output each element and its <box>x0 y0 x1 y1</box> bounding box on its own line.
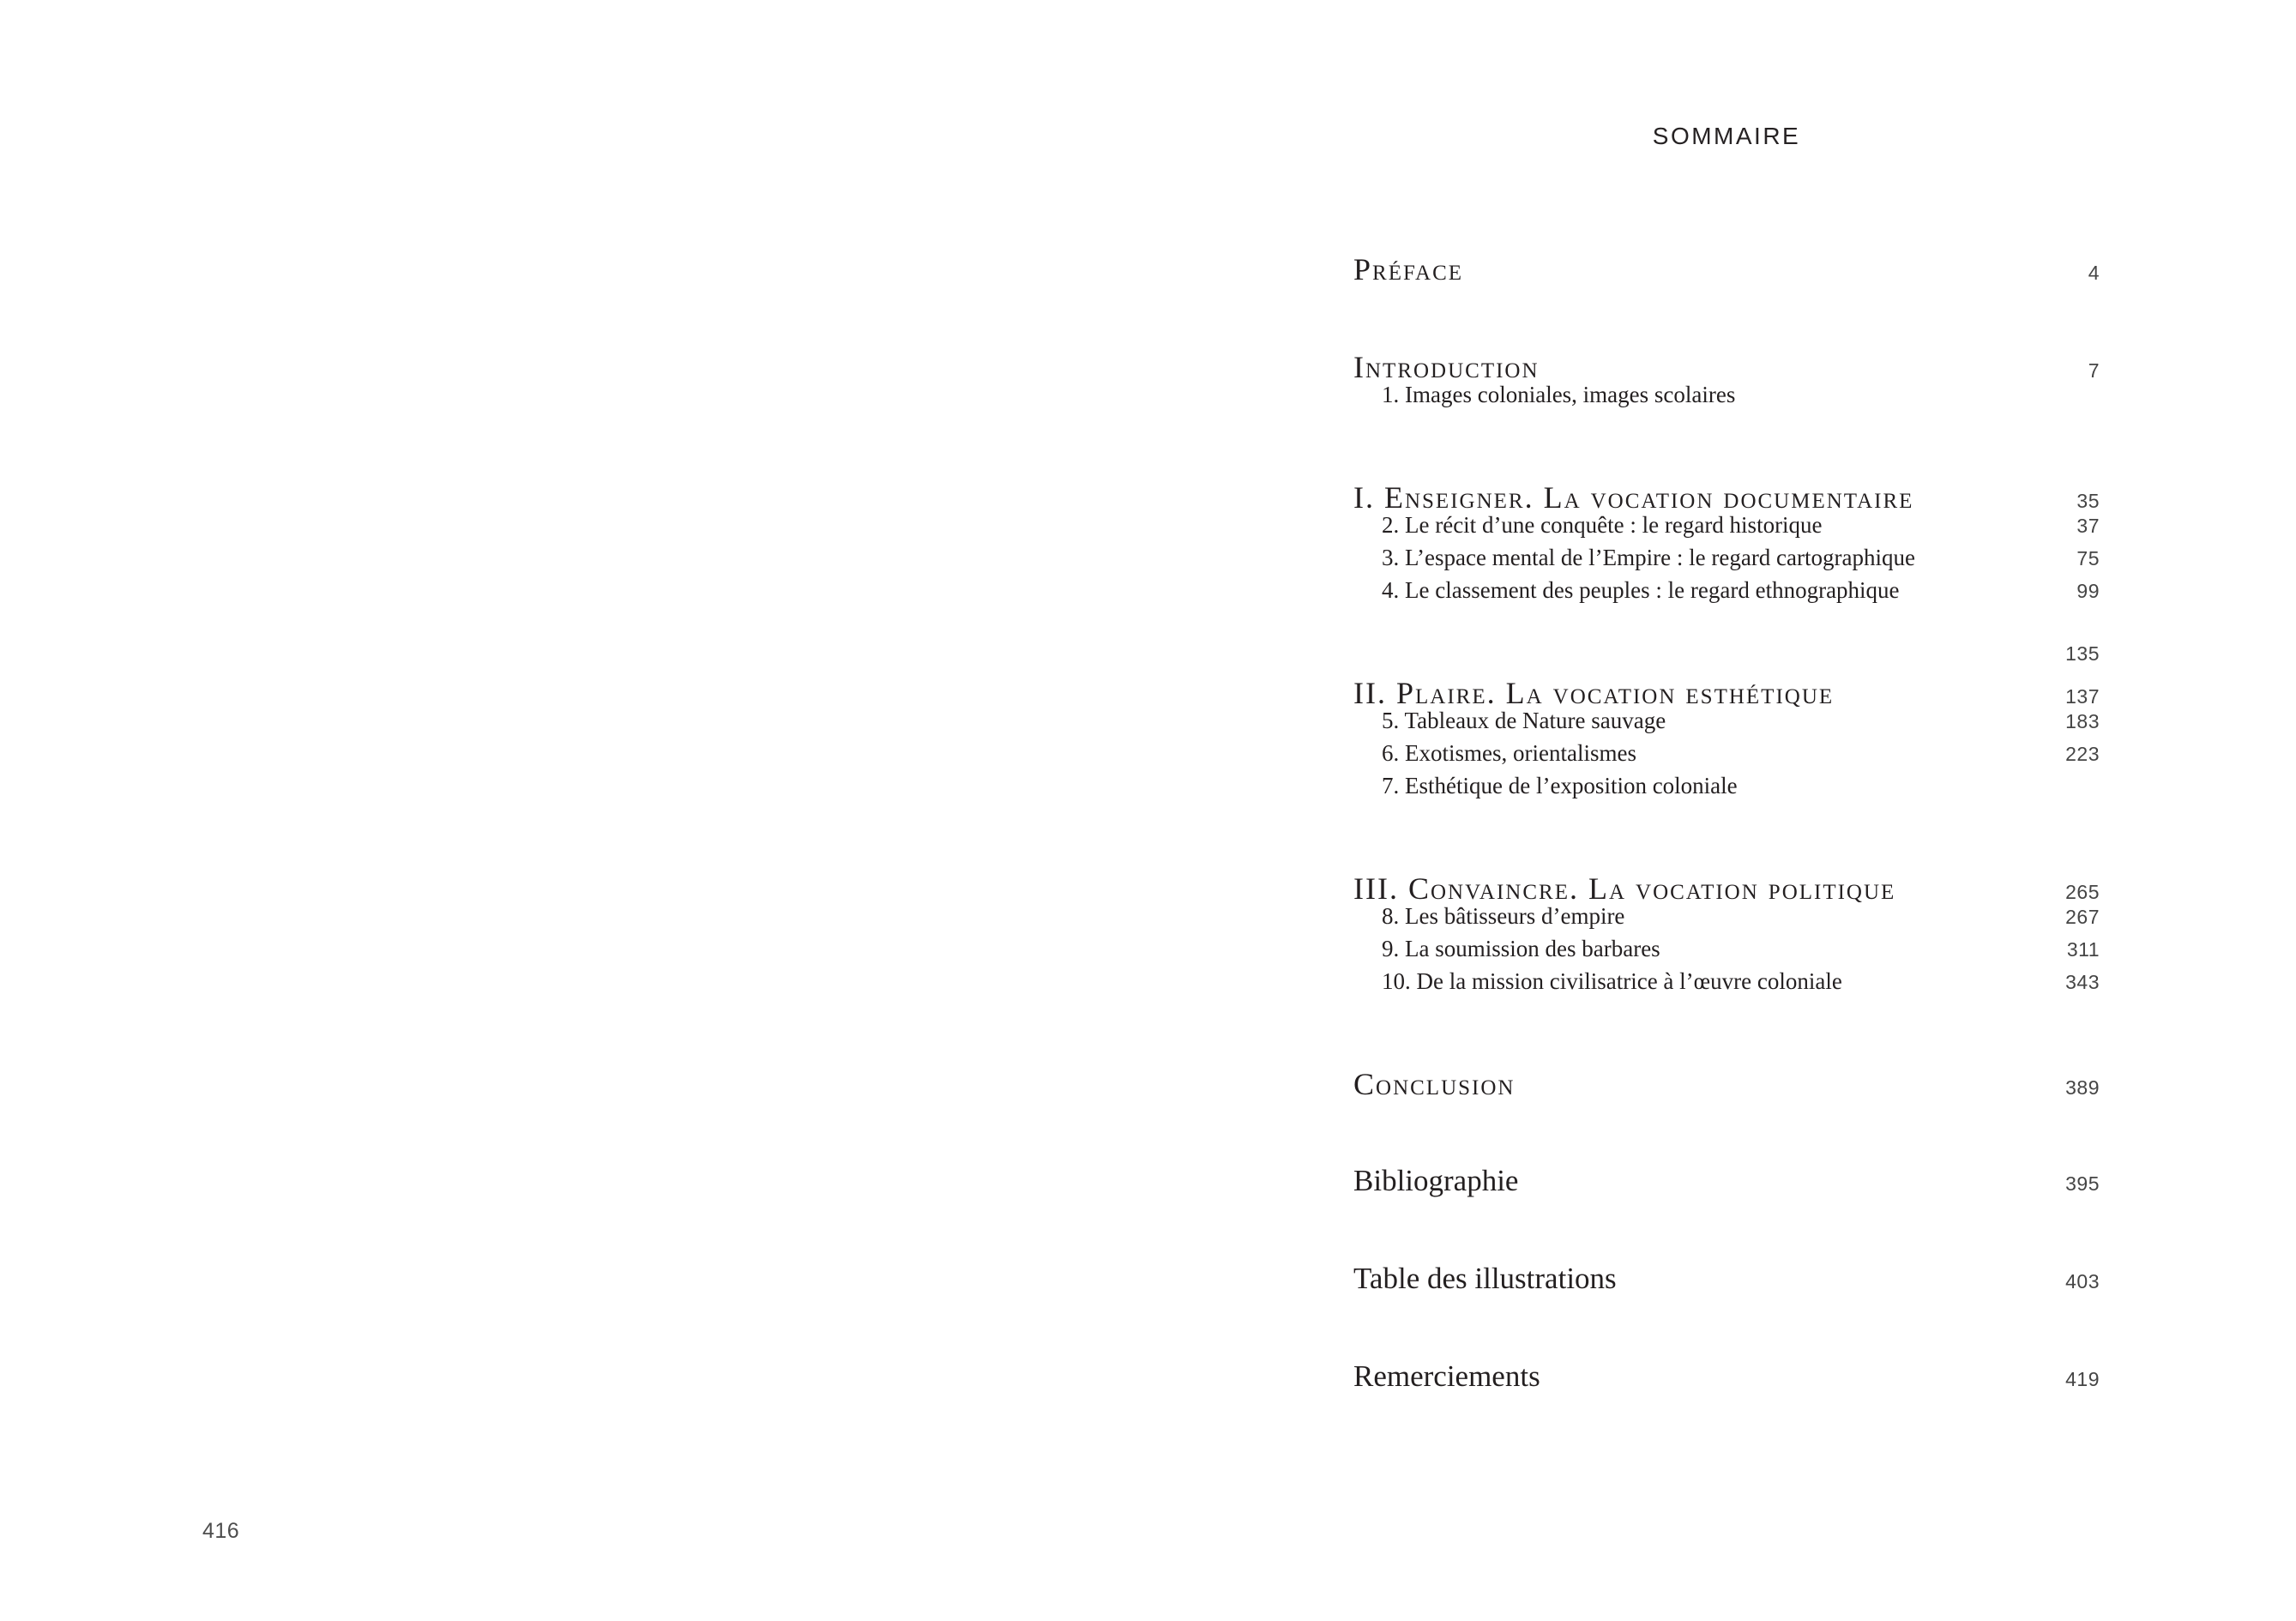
toc-row <box>1353 903 2100 936</box>
toc-row <box>1353 577 2100 610</box>
table-of-contents <box>1353 251 2100 1392</box>
toc-entry-label: 1. Images coloniales, images scolaires <box>1382 382 1736 407</box>
toc-entry-page-number: 37 <box>2076 515 2100 537</box>
toc-entry-page-number: 183 <box>2065 710 2100 732</box>
toc-entry-page-number: 35 <box>2076 490 2100 512</box>
toc-row <box>1353 1066 2100 1099</box>
toc-row <box>1353 512 2100 545</box>
toc-blank-row <box>1353 414 2100 447</box>
folio-page-number: 416 <box>202 1519 240 1543</box>
toc-row <box>1353 968 2100 1001</box>
toc-blank-row <box>1353 805 2100 838</box>
toc-row <box>1353 479 2100 515</box>
toc-blank-row <box>1353 838 2100 871</box>
toc-row <box>1353 642 2100 675</box>
toc-blank-row <box>1353 1099 2100 1131</box>
toc-entry-page-number: 267 <box>2065 906 2100 928</box>
toc-entry-label: 3. L’espace mental de l’Empire : le regard cartographique <box>1382 545 1915 570</box>
toc-row <box>1353 349 2100 382</box>
toc-blank-row <box>1353 610 2100 642</box>
toc-blank-row <box>1353 1131 2100 1164</box>
toc-entry-page-number: 311 <box>2066 938 2100 961</box>
toc-entry-page-number: 389 <box>2065 1076 2100 1099</box>
toc-entry-label: 2. Le récit d’une conquête : le regard historique <box>1382 512 1823 538</box>
toc-blank-row <box>1353 316 2100 349</box>
toc-blank-row <box>1353 1001 2100 1033</box>
toc-entry-label: 8. Les bâtisseurs d’empire <box>1382 903 1625 929</box>
toc-entry-label: II. Plaire. La vocation esthétique <box>1353 676 1835 710</box>
toc-entry-page-number: 135 <box>2065 642 2100 665</box>
toc-row <box>1353 1359 2100 1392</box>
toc-entry-label: Introduction <box>1353 350 1540 384</box>
toc-entry-page-number: 99 <box>2076 580 2100 602</box>
toc-entry-label: 4. Le classement des peuples : le regard ethnographique <box>1382 577 1900 603</box>
toc-entry-page-number: 4 <box>2088 262 2100 284</box>
toc-entry-label: III. Convaincre. La vocation politique <box>1353 871 1896 906</box>
toc-entry-label: 6. Exotismes, orientalismes <box>1382 740 1636 766</box>
toc-row <box>1353 740 2100 773</box>
toc-entry-label: Bibliographie <box>1353 1164 1519 1197</box>
toc-row <box>1353 936 2100 968</box>
toc-entry-page-number: 7 <box>2088 359 2100 382</box>
toc-entry-label: Conclusion <box>1353 1067 1516 1101</box>
toc-row <box>1353 545 2100 577</box>
toc-blank-row <box>1353 1033 2100 1066</box>
toc-row <box>1353 251 2100 284</box>
toc-entry-label: Table des illustrations <box>1353 1262 1617 1295</box>
toc-blank-row <box>1353 1294 2100 1327</box>
toc-entry-page-number: 403 <box>2065 1270 2100 1293</box>
toc-entry-label: I. Enseigner. La vocation documentaire <box>1353 480 1914 515</box>
toc-entry-page-number: 419 <box>2065 1368 2100 1390</box>
toc-row <box>1353 1164 2100 1196</box>
toc-blank-row <box>1353 284 2100 316</box>
toc-entry-page-number: 75 <box>2076 547 2100 569</box>
toc-entry-label: 5. Tableaux de Nature sauvage <box>1382 708 1666 733</box>
toc-blank-row <box>1353 447 2100 479</box>
toc-row <box>1353 871 2100 906</box>
toc-entry-page-number: 223 <box>2065 743 2100 765</box>
toc-blank-row <box>1353 1229 2100 1262</box>
toc-row <box>1353 773 2100 805</box>
toc-entry-label: Remerciements <box>1353 1359 1540 1393</box>
toc-entry-page-number: 395 <box>2065 1172 2100 1195</box>
toc-entry-label: 7. Esthétique de l’exposition coloniale <box>1382 773 1738 798</box>
toc-entry-label: 9. La soumission des barbares <box>1382 936 1660 961</box>
toc-entry-page-number: 343 <box>2065 971 2100 993</box>
toc-entry-label: Préface <box>1353 252 1464 286</box>
toc-blank-row <box>1353 1196 2100 1229</box>
toc-blank-row <box>1353 1327 2100 1359</box>
toc-entry-label: 10. De la mission civilisatrice à l’œuvre coloniale <box>1382 968 1842 994</box>
toc-row <box>1353 1262 2100 1294</box>
toc-row <box>1353 675 2100 708</box>
toc-row <box>1353 708 2100 740</box>
page-title: SOMMAIRE <box>1652 123 1801 149</box>
toc-entry-page-number: 137 <box>2065 685 2100 708</box>
toc-entry-page-number: 265 <box>2065 881 2100 903</box>
toc-row <box>1353 382 2100 414</box>
